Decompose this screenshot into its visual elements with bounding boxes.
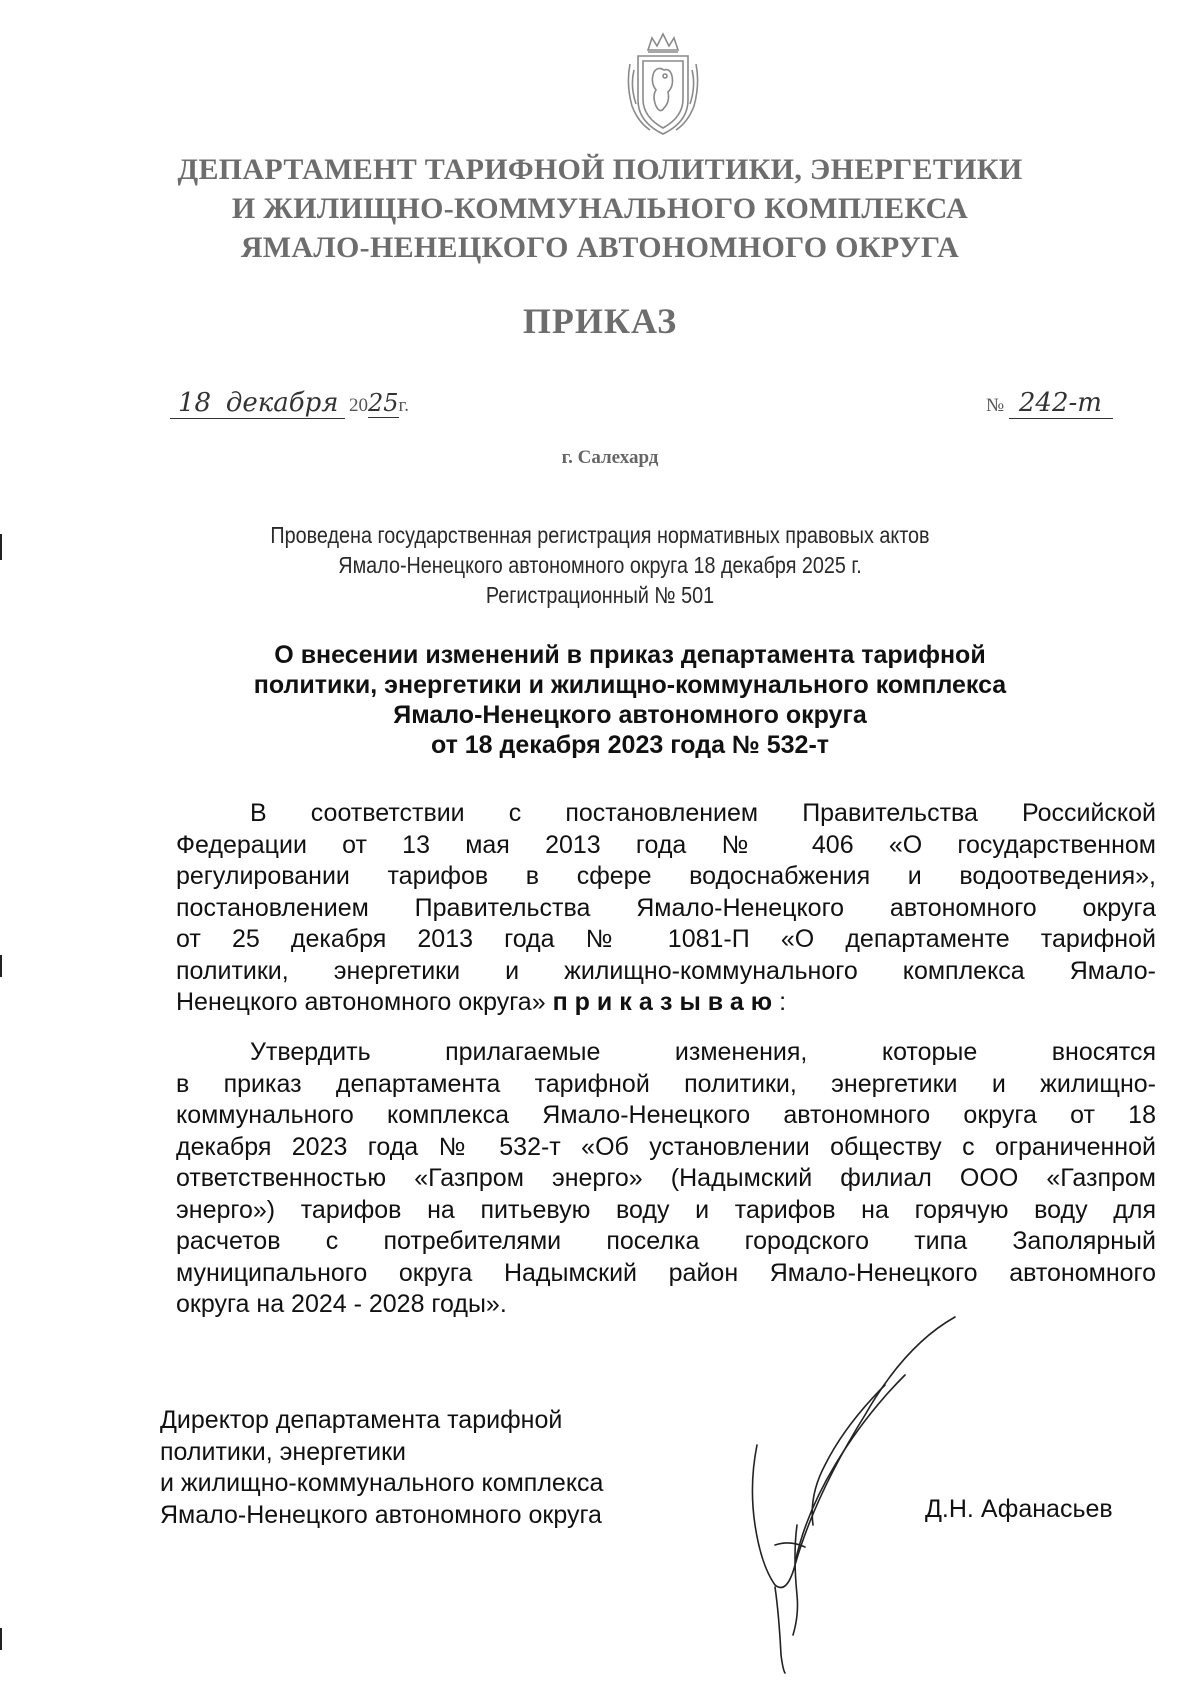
department-line-2: И ЖИЛИЩНО-КОММУНАЛЬНОГО КОМПЛЕКСА	[231, 192, 969, 225]
resolution-line-8: муниципального округа Надымский район Ямало-Ненецкого автономного	[176, 1258, 1156, 1287]
resolution-line-4: декабря 2023 года № 532-т «Об установлении обществу с ограниченной	[176, 1132, 1156, 1161]
signer-position-line-2: политики, энергетики	[160, 1437, 406, 1466]
resolution-line-1: Утвердить прилагаемые изменения, которые вносятся	[250, 1038, 1156, 1066]
coat-of-arms-icon	[620, 30, 706, 142]
signer-position-line-1: Директор департамента тарифной	[160, 1406, 563, 1434]
resolution-line-9: округа на 2024 - 2028 годы».	[176, 1290, 507, 1318]
document-city: г. Салехард	[561, 447, 659, 468]
document-number	[986, 388, 1113, 419]
scan-margin-mark	[0, 955, 2, 977]
department-line-1: ДЕПАРТАМЕНТ ТАРИФНОЙ ПОЛИТИКИ, ЭНЕРГЕТИКИ	[177, 153, 1023, 186]
preamble-line-2: Федерации от 13 мая 2013 года № 406 «О государственном	[176, 830, 1156, 859]
resolution-line-6: энерго») тарифов на питьевую воду и тарифов на горячую воду для	[176, 1195, 1156, 1224]
order-heading	[250, 640, 1010, 760]
resolution-paragraph	[176, 1037, 1156, 1321]
document-type-title: ПРИКАЗ	[522, 301, 678, 341]
resolution-line-3: коммунального комплекса Ямало-Ненецкого автономного округа от 18	[176, 1101, 1156, 1129]
date-month: декабря	[225, 388, 339, 418]
number-label: №	[986, 395, 1005, 416]
registration-line-2: Ямало-Ненецкого автономного округа 18 декабря 2025 г.	[338, 552, 862, 578]
order-word: приказываю	[552, 988, 780, 1016]
heading-line-4: от 18 декабря 2023 года № 532-т	[430, 731, 830, 759]
preamble-last-text: Ненецкого автономного округа»	[176, 988, 546, 1016]
date-day: 18	[178, 388, 212, 418]
preamble-line-7	[176, 987, 1156, 1019]
date-year-suffix: 25	[368, 389, 399, 417]
date-day-month-field	[170, 388, 345, 419]
heading-line-1: О внесении изменений в приказ департамента тарифной	[274, 641, 986, 669]
resolution-line-5: ответственностью «Газпром энерго» (Надымский филиал ООО «Газпром	[176, 1164, 1156, 1192]
preamble-line-5: от 25 декабря 2013 года № 1081-П «О департаменте тарифной	[176, 925, 1156, 953]
preamble-line-6: политики, энергетики и жилищно-коммунального комплекса Ямало-	[176, 956, 1156, 985]
preamble-line-1: В соответствии с постановлением Правительства Российской	[250, 799, 1156, 827]
document-date	[170, 388, 409, 419]
heading-line-2: политики, энергетики и жилищно-коммунального комплекса	[253, 671, 1007, 699]
order-word-colon: :	[779, 988, 787, 1016]
registration-note	[256, 520, 944, 610]
signer-name: Д.Н. Афанасьев	[925, 1495, 1113, 1523]
preamble-line-3: регулировании тарифов в сфере водоснабжения и водоотведения»,	[176, 862, 1156, 890]
resolution-line-2: в приказ департамента тарифной политики, энергетики и жилищно-	[176, 1069, 1156, 1098]
scan-margin-mark	[0, 1628, 2, 1650]
registration-line-1: Проведена государственная регистрация нормативных правовых актов	[270, 522, 930, 548]
preamble-line-4: постановлением Правительства Ямало-Ненецкого автономного округа	[176, 893, 1156, 922]
department-line-3: ЯМАЛО-НЕНЕЦКОГО АВТОНОМНОГО ОКРУГА	[240, 231, 960, 264]
preamble-paragraph	[176, 798, 1156, 1019]
resolution-line-7: расчетов с потребителями поселка городского типа Заполярный	[176, 1227, 1156, 1255]
scan-margin-mark	[0, 534, 2, 560]
date-year-unit: г.	[398, 395, 409, 416]
signer-position-line-4: Ямало-Ненецкого автономного округа	[160, 1500, 602, 1529]
heading-line-3: Ямало-Ненецкого автономного округа	[393, 701, 867, 729]
date-year-prefix: 20	[349, 395, 368, 416]
signer-position-line-3: и жилищно-коммунального комплекса	[160, 1469, 604, 1497]
signer-position	[160, 1405, 720, 1531]
number-value: 242-т	[1009, 388, 1113, 419]
department-header	[100, 150, 1100, 267]
registration-line-3: Регистрационный № 501	[485, 582, 715, 608]
